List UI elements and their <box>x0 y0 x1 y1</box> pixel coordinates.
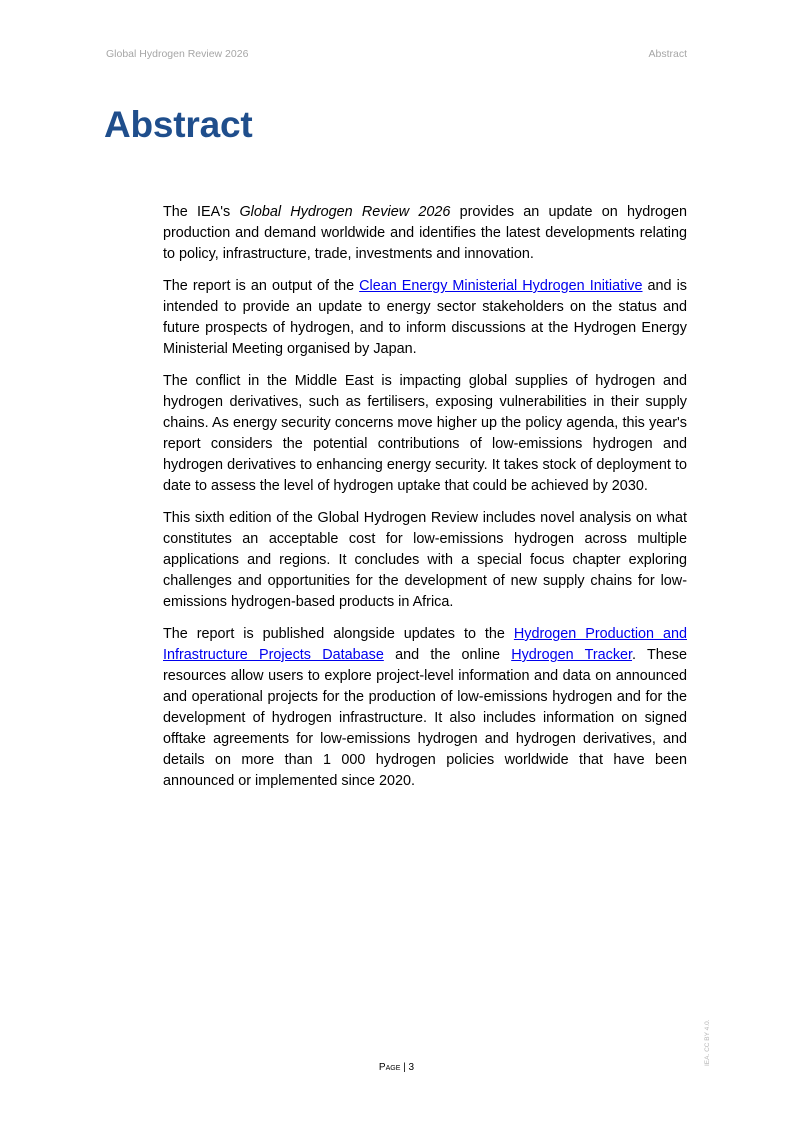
paragraph-text: and the online <box>383 647 512 663</box>
paragraph-resources <box>163 624 687 792</box>
paragraph-text: The report is an output of the <box>163 278 360 294</box>
paragraph-intro <box>163 202 687 265</box>
hydrogen-tracker-link[interactable]: Hydrogen Tracker <box>511 647 633 663</box>
running-header-title: Global Hydrogen Review 2026 <box>106 48 249 60</box>
projects-database-link[interactable]: Hydrogen Production and Infrastructure Projects Database <box>163 626 687 663</box>
page-number-value: 3 <box>408 1062 415 1073</box>
paragraph-text: and is intended to provide an update to energy sector stakeholders on the status and future prospects of hydrogen, and to inform discussions at the Hydrogen Energy Ministerial Meeting organised by Japan. <box>163 278 687 357</box>
page-title: Abstract <box>104 104 253 145</box>
paragraph-initiative <box>163 276 687 360</box>
paragraph-text: The IEA's <box>163 204 240 220</box>
report-title-italic: Global Hydrogen Review 2026 <box>239 204 451 220</box>
paragraph-energy-security: The conflict in the Middle East is impacting global supplies of hydrogen and hydrogen derivatives, such as fertilisers, exposing vulnerabilities in their supply chains. As energy security concerns move higher up the policy agenda, this year's report considers the potential contributions of low-emissions hydrogen and hydrogen derivatives to enhancing energy security. It takes stock of deployment to date to assess the level of hydrogen uptake that could be achieved by 2030. <box>163 373 687 494</box>
abstract-body <box>163 202 687 803</box>
paragraph-text: The report is published alongside updates to the <box>163 626 514 642</box>
page-separator: | <box>400 1062 409 1073</box>
page-label: Page <box>378 1062 401 1073</box>
paragraph-text: . These resources allow users to explore project-level information and data on announced and operational projects for the production of low-emissions hydrogen and for the development of hydrogen infrastructure. It also includes information on signed offtake agreements for low-emissions hydrogen and hydrogen derivatives, and details on more than 1 000 hydrogen policies worldwide that have been announced or implemented since 2020. <box>163 647 687 789</box>
hydrogen-initiative-link[interactable]: Clean Energy Ministerial Hydrogen Initiative <box>359 278 643 294</box>
paragraph-text: provides an update on hydrogen production and demand worldwide and identifies the latest developments relating to policy, infrastructure, trade, investments and innovation. <box>163 204 688 262</box>
license-text: IEA. CC BY 4.0. <box>704 1019 711 1066</box>
page-number <box>0 1062 793 1073</box>
paragraph-sixth-edition: This sixth edition of the Global Hydrogen Review includes novel analysis on what constitutes an acceptable cost for low-emissions hydrogen across multiple applications and regions. It concludes with a special focus chapter exploring challenges and opportunities for the development of new supply chains for low-emissions hydrogen-based products in Africa. <box>163 510 687 610</box>
running-header-section: Abstract <box>648 48 687 60</box>
